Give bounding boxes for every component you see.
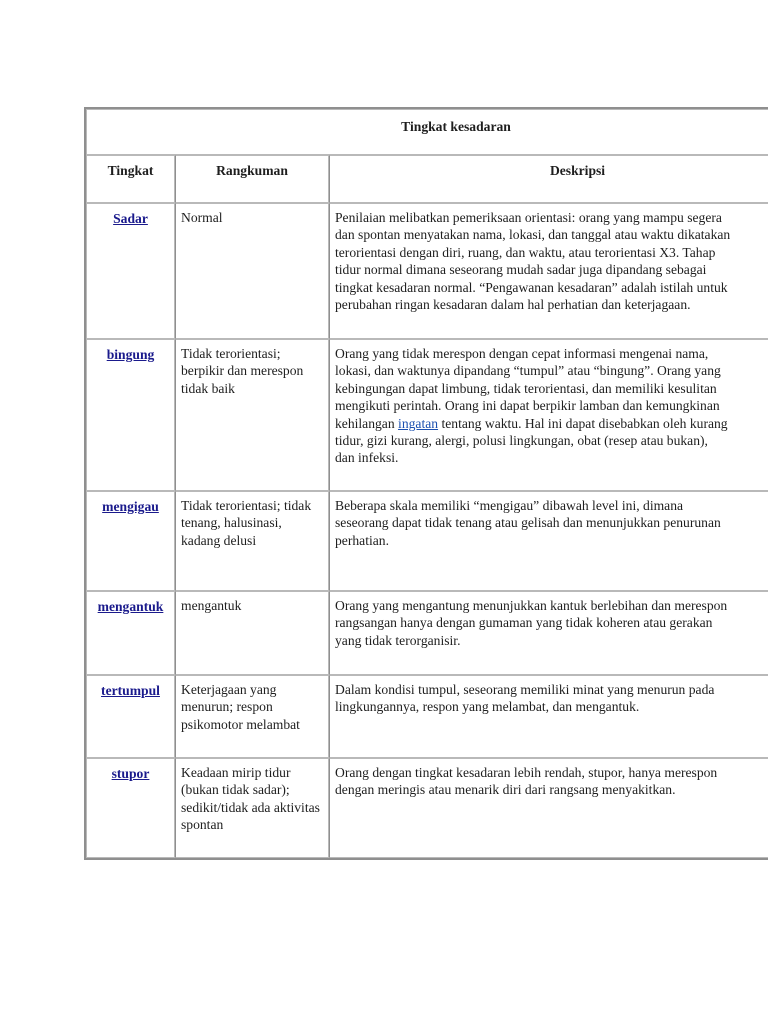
description-line: perubahan ringan kesadaran dalam hal perhatian dan keterjagaan. xyxy=(335,297,691,313)
description-line: tidur, gizi kurang, alergi, polusi lingkungan, obat (resep atau bukan), xyxy=(335,433,708,449)
level-link-mengigau[interactable]: mengigau xyxy=(102,499,159,514)
description-line: mengikuti perintah. Orang ini dapat berpikir lamban dan kemungkinan xyxy=(335,398,720,414)
consciousness-table xyxy=(84,107,768,860)
description-cell xyxy=(329,675,768,758)
level-cell xyxy=(86,339,175,491)
summary-cell: mengantuk xyxy=(175,591,329,675)
table-row xyxy=(86,339,768,491)
description-line: Orang dengan tingkat kesadaran lebih rendah, stupor, hanya merespon xyxy=(335,765,718,780)
header-rangkuman: Rangkuman xyxy=(175,155,329,203)
description-cell xyxy=(329,591,768,675)
description-line: Orang yang tidak merespon dengan cepat informasi mengenai nama, xyxy=(335,346,709,361)
table-row xyxy=(86,591,768,675)
summary-cell: Tidak terorientasi; tidak tenang, halusinasi, kadang delusi xyxy=(175,491,329,591)
description-line: kebingungan dapat limbung, tidak terorientasi, dan memiliki kesulitan xyxy=(335,380,717,396)
description-line: terorientasi dengan diri, ruang, dan waktu, atau terorientasi X3. Tahap xyxy=(335,244,716,260)
ingatan-link[interactable]: ingatan xyxy=(398,415,439,431)
table-row xyxy=(86,491,768,591)
description-line: tingkat kesadaran normal. “Pengawanan kesadaran” adalah istilah untuk xyxy=(335,279,728,295)
level-link-bingung[interactable]: bingung xyxy=(106,347,155,362)
table-title-row xyxy=(86,109,768,155)
header-deskripsi: Deskripsi xyxy=(329,155,768,203)
table-title: Tingkat kesadaran xyxy=(86,109,768,155)
summary-cell: Normal xyxy=(175,203,329,339)
description-line-with-link xyxy=(335,415,768,432)
description-line: lingkungannya, respon yang melambat, dan mengantuk. xyxy=(335,699,640,715)
summary-cell: Keadaan mirip tidur (bukan tidak sadar); sedikit/tidak ada aktivitas spontan xyxy=(175,758,329,858)
table-row xyxy=(86,675,768,758)
summary-cell: Keterjagaan yang menurun; respon psikomotor melambat xyxy=(175,675,329,758)
level-link-tertumpul[interactable]: tertumpul xyxy=(101,683,160,698)
description-line: Orang yang mengantung menunjukkan kantuk berlebihan dan merespon xyxy=(335,598,728,613)
description-line: dan infeksi. xyxy=(335,450,399,466)
level-cell xyxy=(86,203,175,339)
description-cell xyxy=(329,758,768,858)
description-line: seseorang dapat tidak tenang atau gelisah dan menunjukkan penurunan xyxy=(335,515,721,531)
header-tingkat: Tingkat xyxy=(86,155,175,203)
table-row xyxy=(86,203,768,339)
description-text: tentang waktu. Hal ini dapat disebabkan oleh kurang xyxy=(438,415,728,431)
level-cell xyxy=(86,758,175,858)
description-line: lokasi, dan waktunya dipandang “tumpul” atau “bingung”. Orang yang xyxy=(335,363,721,379)
description-line: Beberapa skala memiliki “mengigau” dibawah level ini, dimana xyxy=(335,498,684,513)
description-line: dengan meringis atau menarik diri dari rangsang menyakitkan. xyxy=(335,782,676,798)
description-cell xyxy=(329,491,768,591)
table-row xyxy=(86,758,768,858)
level-link-stupor[interactable]: stupor xyxy=(111,766,150,781)
description-cell xyxy=(329,339,768,491)
level-cell xyxy=(86,591,175,675)
table-header-row xyxy=(86,155,768,203)
description-line: dan spontan menyatakan nama, lokasi, dan tanggal atau waktu dikatakan xyxy=(335,227,731,243)
level-link-sadar[interactable]: Sadar xyxy=(113,211,148,226)
description-text: kehilangan xyxy=(335,415,399,431)
level-cell xyxy=(86,675,175,758)
description-cell xyxy=(329,203,768,339)
level-link-mengantuk[interactable]: mengantuk xyxy=(97,599,164,614)
description-line: yang tidak terorganisir. xyxy=(335,632,461,648)
summary-cell: Tidak terorientasi; berpikir dan merespon tidak baik xyxy=(175,339,329,491)
description-line: rangsangan hanya dengan gumaman yang tidak koheren atau gerakan xyxy=(335,615,713,631)
description-line: Penilaian melibatkan pemeriksaan orientasi: orang yang mampu segera xyxy=(335,210,722,225)
description-line: perhatian. xyxy=(335,532,389,548)
description-line: Dalam kondisi tumpul, seseorang memiliki minat yang menurun pada xyxy=(335,682,715,697)
description-line: tidur normal dimana seseorang mudah sadar juga dipandang sebagai xyxy=(335,262,707,278)
level-cell xyxy=(86,491,175,591)
